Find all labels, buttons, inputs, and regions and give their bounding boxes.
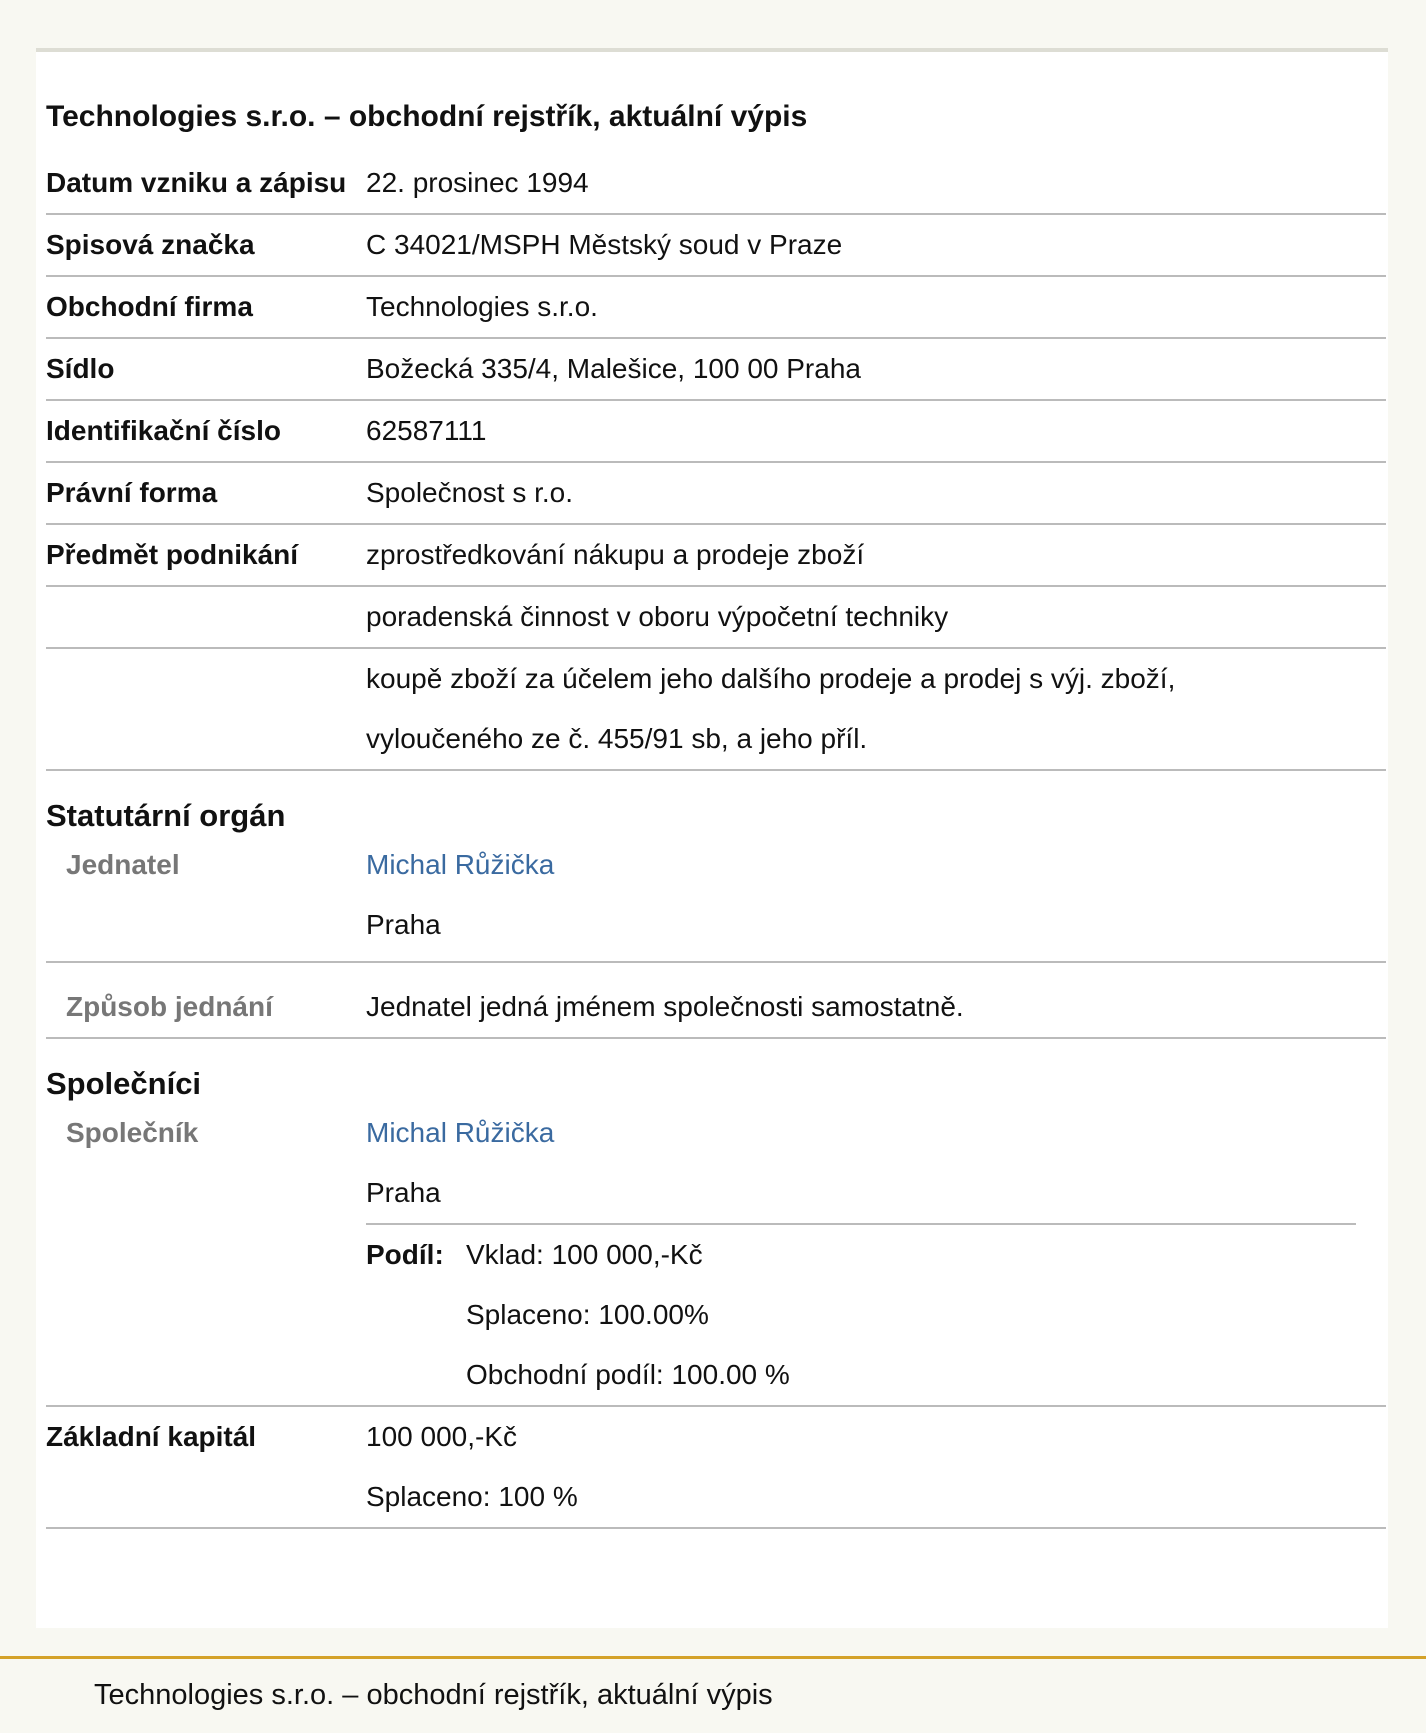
forma-value: Společnost s r.o. bbox=[366, 462, 1386, 524]
row-sidlo bbox=[46, 338, 1386, 400]
zpusob-label: Způsob jednání bbox=[46, 962, 366, 1038]
row-predmet-1 bbox=[46, 524, 1386, 586]
predmet-item: poradenská činnost v oboru výpočetní techniky bbox=[366, 586, 1386, 648]
ico-label: Identifikační číslo bbox=[46, 400, 366, 462]
predmet-item: koupě zboží za účelem jeho dalšího prodeje a prodej s výj. zboží, vyloučeného ze č. 455/91 sb, a jeho příl. bbox=[366, 648, 1386, 770]
row-kapital bbox=[46, 1406, 1386, 1528]
forma-label: Právní forma bbox=[46, 462, 366, 524]
datum-value: 22. prosinec 1994 bbox=[366, 153, 1386, 214]
row-datum bbox=[46, 153, 1386, 214]
datum-label: Datum vzniku a zápisu bbox=[46, 153, 366, 214]
row-firma bbox=[46, 276, 1386, 338]
row-predmet-2 bbox=[46, 586, 1386, 648]
kapital-value: 100 000,-Kč bbox=[366, 1421, 517, 1452]
kapital-splaceno: Splaceno: 100 % bbox=[366, 1481, 578, 1512]
podil-block bbox=[366, 1223, 1356, 1405]
ico-value: 62587111 bbox=[366, 400, 1386, 462]
predmet-item: zprostředkování nákupu a prodeje zboží bbox=[366, 524, 1386, 586]
statutarni-table bbox=[46, 835, 1386, 1039]
page-title: Technologies s.r.o. – obchodní rejstřík, aktuální výpis bbox=[46, 100, 808, 133]
company-info-table bbox=[46, 153, 1386, 771]
firma-value: Technologies s.r.o. bbox=[366, 276, 1386, 338]
firma-label: Obchodní firma bbox=[46, 276, 366, 338]
zpusob-value: Jednatel jedná jménem společnosti samostatně. bbox=[366, 962, 1386, 1038]
predmet-label: Předmět podnikání bbox=[46, 524, 366, 586]
row-predmet-3 bbox=[46, 648, 1386, 770]
kapital-label: Základní kapitál bbox=[46, 1406, 366, 1528]
podil-vklad: Vklad: 100 000,-Kč bbox=[466, 1239, 703, 1270]
row-zpusob bbox=[46, 962, 1386, 1038]
row-spis bbox=[46, 214, 1386, 276]
row-ico bbox=[46, 400, 1386, 462]
spolecnik-city: Praha bbox=[366, 1177, 441, 1208]
podil-label: Podíl: bbox=[366, 1239, 444, 1270]
jednatel-name-link[interactable]: Michal Růžička bbox=[366, 849, 555, 880]
footer bbox=[0, 1656, 1426, 1733]
jednatel-label: Jednatel bbox=[46, 835, 366, 962]
spolecnici-heading: Společníci bbox=[46, 1066, 202, 1101]
spis-value: C 34021/MSPH Městský soud v Praze bbox=[366, 214, 1386, 276]
row-jednatel bbox=[46, 835, 1386, 962]
sidlo-label: Sídlo bbox=[46, 338, 366, 400]
podil-obchodni: Obchodní podíl: 100.00 % bbox=[466, 1359, 790, 1390]
row-forma bbox=[46, 462, 1386, 524]
spolecnici-table bbox=[46, 1103, 1386, 1529]
spolecnik-name-link[interactable]: Michal Růžička bbox=[366, 1117, 555, 1148]
podil-splaceno: Splaceno: 100.00% bbox=[466, 1299, 709, 1330]
spolecnik-label: Společník bbox=[46, 1103, 366, 1406]
spis-label: Spisová značka bbox=[46, 214, 366, 276]
jednatel-city: Praha bbox=[366, 909, 441, 940]
sidlo-value: Božecká 335/4, Malešice, 100 00 Praha bbox=[366, 338, 1386, 400]
registry-extract bbox=[46, 48, 1386, 1529]
footer-text: Technologies s.r.o. – obchodní rejstřík, aktuální výpis bbox=[94, 1679, 773, 1711]
statutarni-heading: Statutární orgán bbox=[46, 798, 286, 833]
row-spolecnik bbox=[46, 1103, 1386, 1406]
